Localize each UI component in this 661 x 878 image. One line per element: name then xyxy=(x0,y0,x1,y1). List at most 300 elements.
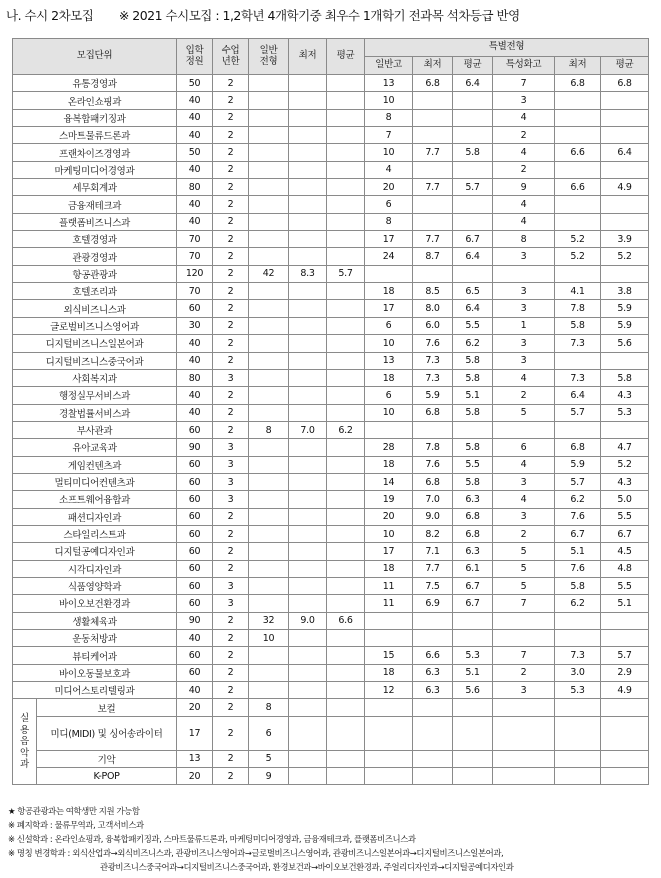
cell-quota: 40 xyxy=(177,213,213,230)
cell-dept: 행정실무서비스과 xyxy=(13,387,177,404)
cell-regular xyxy=(365,421,413,438)
table-row xyxy=(13,768,649,785)
cell-regular-avg xyxy=(453,716,493,750)
cell-quota: 60 xyxy=(177,525,213,542)
cell-general-avg xyxy=(327,248,365,265)
cell-years: 2 xyxy=(213,352,249,369)
cell-regular: 20 xyxy=(365,179,413,196)
cell-years: 2 xyxy=(213,109,249,126)
cell-regular-avg: 5.8 xyxy=(453,352,493,369)
cell-general xyxy=(249,300,289,317)
header-regular-avg: 평균 xyxy=(453,57,493,75)
cell-dept: 바이오보건환경과 xyxy=(13,595,177,612)
cell-dept: 관광경영과 xyxy=(13,248,177,265)
cell-regular: 18 xyxy=(365,664,413,681)
cell-years: 2 xyxy=(213,699,249,716)
cell-general-avg xyxy=(327,456,365,473)
cell-specialized-avg: 4.5 xyxy=(601,543,649,560)
cell-quota: 30 xyxy=(177,317,213,334)
cell-regular: 8 xyxy=(365,109,413,126)
cell-dept: 식품영양학과 xyxy=(13,577,177,594)
cell-dept: 호텔조리과 xyxy=(13,283,177,300)
cell-general-avg: 6.6 xyxy=(327,612,365,629)
cell-quota: 60 xyxy=(177,664,213,681)
cell-specialized xyxy=(493,768,555,785)
cell-specialized: 3 xyxy=(493,473,555,490)
cell-regular-min: 6.6 xyxy=(413,647,453,664)
cell-dept: 스마트물류드론과 xyxy=(13,127,177,144)
cell-specialized-min xyxy=(555,612,601,629)
cell-specialized-avg: 6.7 xyxy=(601,525,649,542)
cell-regular: 20 xyxy=(365,508,413,525)
cell-specialized-min: 7.3 xyxy=(555,647,601,664)
cell-general-avg xyxy=(327,231,365,248)
cell-general-min xyxy=(289,335,327,352)
cell-specialized: 5 xyxy=(493,404,555,421)
table-row xyxy=(13,231,649,248)
cell-years: 2 xyxy=(213,92,249,109)
footnote-renamed-cont: 관광비즈니스중국어과→디지털비즈니스중국어과, 환경보건과→바이오보건환경과, 주얼리디자인과→디지털공예디자인과 xyxy=(100,862,514,872)
music-label-char: 음 xyxy=(20,736,29,748)
table-row xyxy=(13,682,649,699)
cell-years: 2 xyxy=(213,647,249,664)
cell-regular-avg: 6.7 xyxy=(453,595,493,612)
cell-general xyxy=(249,491,289,508)
cell-specialized-min: 6.7 xyxy=(555,525,601,542)
cell-specialized: 2 xyxy=(493,664,555,681)
cell-quota: 70 xyxy=(177,231,213,248)
header-general-min: 최저 xyxy=(289,39,327,75)
cell-general-avg xyxy=(327,109,365,126)
cell-quota: 60 xyxy=(177,456,213,473)
table-row xyxy=(13,577,649,594)
table-row xyxy=(13,664,649,681)
cell-years: 2 xyxy=(213,75,249,92)
cell-specialized: 4 xyxy=(493,369,555,386)
cell-regular-min: 6.8 xyxy=(413,75,453,92)
cell-regular-min xyxy=(413,196,453,213)
cell-quota: 20 xyxy=(177,768,213,785)
cell-general xyxy=(249,179,289,196)
cell-dept: 호텔경영과 xyxy=(13,231,177,248)
cell-years: 2 xyxy=(213,716,249,750)
cell-specialized-min: 6.4 xyxy=(555,387,601,404)
cell-general-avg xyxy=(327,664,365,681)
cell-specialized-min: 5.2 xyxy=(555,248,601,265)
cell-specialized xyxy=(493,716,555,750)
table-row xyxy=(13,630,649,647)
cell-years: 2 xyxy=(213,248,249,265)
cell-specialized-avg xyxy=(601,612,649,629)
cell-regular-avg xyxy=(453,213,493,230)
cell-specialized-avg: 5.7 xyxy=(601,647,649,664)
cell-regular-min: 8.2 xyxy=(413,525,453,542)
cell-specialized-min: 5.1 xyxy=(555,543,601,560)
cell-regular-avg: 5.5 xyxy=(453,317,493,334)
cell-quota: 17 xyxy=(177,716,213,750)
admission-note: ※ 2021 수시모집 : 1,2학년 4개학기중 최우수 1개학기 전과목 석차등급 반영 xyxy=(118,8,520,23)
cell-dept: 디지털비즈니스중국어과 xyxy=(13,352,177,369)
cell-regular-avg xyxy=(453,421,493,438)
cell-general-avg xyxy=(327,577,365,594)
cell-regular: 12 xyxy=(365,682,413,699)
cell-specialized-avg: 5.6 xyxy=(601,335,649,352)
cell-quota: 60 xyxy=(177,595,213,612)
cell-general-min xyxy=(289,699,327,716)
cell-regular-avg: 6.3 xyxy=(453,543,493,560)
cell-regular-avg xyxy=(453,699,493,716)
cell-quota: 20 xyxy=(177,699,213,716)
cell-specialized-min: 5.8 xyxy=(555,577,601,594)
cell-specialized-min: 5.9 xyxy=(555,456,601,473)
cell-specialized-avg: 5.5 xyxy=(601,577,649,594)
cell-dept: 게임컨텐츠과 xyxy=(13,456,177,473)
cell-specialized: 7 xyxy=(493,647,555,664)
cell-years: 2 xyxy=(213,508,249,525)
cell-dept: 보컬 xyxy=(37,699,177,716)
cell-specialized xyxy=(493,612,555,629)
header-specialized-min: 최저 xyxy=(555,57,601,75)
header-specialized-school: 특성화고 xyxy=(493,57,555,75)
cell-specialized-avg: 4.7 xyxy=(601,439,649,456)
cell-regular: 13 xyxy=(365,75,413,92)
cell-regular-min: 6.0 xyxy=(413,317,453,334)
cell-specialized-min: 7.8 xyxy=(555,300,601,317)
cell-general-avg xyxy=(327,127,365,144)
cell-general-avg xyxy=(327,300,365,317)
cell-years: 2 xyxy=(213,213,249,230)
cell-regular: 24 xyxy=(365,248,413,265)
cell-general-avg xyxy=(327,369,365,386)
cell-specialized-min xyxy=(555,161,601,178)
cell-general-min xyxy=(289,369,327,386)
cell-general: 6 xyxy=(249,716,289,750)
cell-specialized: 7 xyxy=(493,595,555,612)
table-row xyxy=(13,127,649,144)
cell-general-avg xyxy=(327,387,365,404)
cell-quota: 60 xyxy=(177,491,213,508)
cell-dept: 부사관과 xyxy=(13,421,177,438)
cell-years: 2 xyxy=(213,283,249,300)
cell-regular-min: 7.6 xyxy=(413,335,453,352)
cell-regular-min xyxy=(413,768,453,785)
cell-specialized-min: 3.0 xyxy=(555,664,601,681)
music-label-char: 과 xyxy=(20,759,29,771)
cell-dept: 생활체육과 xyxy=(13,612,177,629)
table-row xyxy=(13,161,649,178)
cell-regular-min: 7.7 xyxy=(413,231,453,248)
cell-regular-min xyxy=(413,421,453,438)
cell-quota: 60 xyxy=(177,560,213,577)
cell-general xyxy=(249,161,289,178)
cell-regular: 15 xyxy=(365,647,413,664)
cell-general xyxy=(249,577,289,594)
cell-general xyxy=(249,127,289,144)
cell-dept: 시각디자인과 xyxy=(13,560,177,577)
cell-quota: 40 xyxy=(177,196,213,213)
cell-quota: 40 xyxy=(177,404,213,421)
cell-specialized-avg: 5.2 xyxy=(601,456,649,473)
cell-general: 5 xyxy=(249,750,289,767)
cell-specialized-min xyxy=(555,750,601,767)
table-row xyxy=(13,439,649,456)
cell-specialized: 6 xyxy=(493,439,555,456)
cell-quota: 40 xyxy=(177,109,213,126)
cell-regular xyxy=(365,699,413,716)
cell-dept: 경찰법률서비스과 xyxy=(13,404,177,421)
cell-dept: 패션디자인과 xyxy=(13,508,177,525)
cell-regular: 18 xyxy=(365,560,413,577)
cell-general xyxy=(249,196,289,213)
cell-general-min xyxy=(289,750,327,767)
cell-general-min xyxy=(289,387,327,404)
cell-regular: 8 xyxy=(365,213,413,230)
admission-table xyxy=(12,38,649,785)
cell-regular-avg xyxy=(453,750,493,767)
cell-specialized-min xyxy=(555,421,601,438)
cell-general-min xyxy=(289,647,327,664)
cell-regular-min: 7.1 xyxy=(413,543,453,560)
table-row xyxy=(13,109,649,126)
cell-regular-min xyxy=(413,630,453,647)
cell-general xyxy=(249,317,289,334)
cell-general xyxy=(249,283,289,300)
table-row xyxy=(13,595,649,612)
cell-years: 2 xyxy=(213,300,249,317)
cell-regular-min: 7.0 xyxy=(413,491,453,508)
cell-specialized-min: 7.3 xyxy=(555,335,601,352)
cell-years: 2 xyxy=(213,231,249,248)
cell-general: 10 xyxy=(249,630,289,647)
cell-specialized-min: 6.8 xyxy=(555,439,601,456)
cell-regular-min: 8.7 xyxy=(413,248,453,265)
table-row xyxy=(13,283,649,300)
table-row xyxy=(13,335,649,352)
table-row xyxy=(13,265,649,282)
cell-regular: 18 xyxy=(365,283,413,300)
cell-general xyxy=(249,213,289,230)
cell-general-min xyxy=(289,404,327,421)
cell-quota: 60 xyxy=(177,543,213,560)
cell-specialized-min: 5.7 xyxy=(555,404,601,421)
cell-specialized-avg: 4.8 xyxy=(601,560,649,577)
cell-dept: 뷰티케어과 xyxy=(13,647,177,664)
table-row xyxy=(13,196,649,213)
cell-years: 2 xyxy=(213,404,249,421)
cell-general-avg xyxy=(327,335,365,352)
cell-regular-min: 6.8 xyxy=(413,404,453,421)
table-row xyxy=(13,421,649,438)
cell-specialized-min xyxy=(555,352,601,369)
cell-years: 2 xyxy=(213,387,249,404)
cell-years: 2 xyxy=(213,179,249,196)
cell-general-min xyxy=(289,768,327,785)
cell-years: 3 xyxy=(213,491,249,508)
cell-regular: 18 xyxy=(365,369,413,386)
cell-quota: 40 xyxy=(177,352,213,369)
cell-regular-avg xyxy=(453,127,493,144)
cell-years: 2 xyxy=(213,127,249,144)
cell-regular-avg xyxy=(453,109,493,126)
table-row xyxy=(13,144,649,161)
cell-general xyxy=(249,369,289,386)
cell-years: 2 xyxy=(213,612,249,629)
cell-general-avg xyxy=(327,508,365,525)
cell-general-min xyxy=(289,577,327,594)
cell-general-min xyxy=(289,456,327,473)
cell-dept: 온라인쇼핑과 xyxy=(13,92,177,109)
cell-dept: 사회복지과 xyxy=(13,369,177,386)
cell-specialized-avg xyxy=(601,265,649,282)
cell-years: 3 xyxy=(213,595,249,612)
cell-specialized-avg: 5.3 xyxy=(601,404,649,421)
music-label-char: 실 xyxy=(20,713,29,725)
cell-regular-avg: 5.8 xyxy=(453,404,493,421)
cell-regular xyxy=(365,612,413,629)
cell-general-min xyxy=(289,491,327,508)
header-special: 특별전형 xyxy=(365,39,649,57)
cell-general-min: 9.0 xyxy=(289,612,327,629)
cell-general-min xyxy=(289,473,327,490)
cell-regular-avg: 6.4 xyxy=(453,300,493,317)
table-row xyxy=(13,179,649,196)
cell-specialized-avg: 5.8 xyxy=(601,369,649,386)
header-quota: 입학 정원 xyxy=(177,39,213,75)
cell-general-min xyxy=(289,595,327,612)
cell-regular-avg: 6.1 xyxy=(453,560,493,577)
cell-quota: 40 xyxy=(177,630,213,647)
footnote-renamed: ※ 명칭 변경학과 : 외식산업과→외식비즈니스과, 관광비즈니스영어과→글로벌비즈니스영어과, 관광비즈니스일본어과→디지털비즈니스일본어과, xyxy=(8,848,504,858)
cell-general-min xyxy=(289,283,327,300)
cell-years: 2 xyxy=(213,265,249,282)
table-row xyxy=(13,213,649,230)
cell-regular: 10 xyxy=(365,525,413,542)
cell-general-avg xyxy=(327,682,365,699)
cell-specialized: 4 xyxy=(493,109,555,126)
cell-regular: 6 xyxy=(365,317,413,334)
cell-specialized-min: 5.2 xyxy=(555,231,601,248)
cell-specialized: 3 xyxy=(493,92,555,109)
cell-specialized-avg: 3.9 xyxy=(601,231,649,248)
cell-regular-min: 6.3 xyxy=(413,664,453,681)
cell-general-min xyxy=(289,664,327,681)
cell-regular-avg xyxy=(453,161,493,178)
cell-specialized: 4 xyxy=(493,144,555,161)
cell-general-avg xyxy=(327,439,365,456)
cell-general-avg xyxy=(327,75,365,92)
cell-regular-min: 6.8 xyxy=(413,473,453,490)
cell-regular-avg: 6.8 xyxy=(453,525,493,542)
cell-specialized: 1 xyxy=(493,317,555,334)
cell-general xyxy=(249,473,289,490)
table-body xyxy=(13,75,649,785)
table-row xyxy=(13,750,649,767)
cell-quota: 90 xyxy=(177,612,213,629)
header-years: 수업 년한 xyxy=(213,39,249,75)
cell-regular xyxy=(365,768,413,785)
cell-specialized: 2 xyxy=(493,127,555,144)
cell-regular xyxy=(365,630,413,647)
cell-general: 32 xyxy=(249,612,289,629)
cell-regular-avg: 6.2 xyxy=(453,335,493,352)
cell-regular-min: 7.3 xyxy=(413,369,453,386)
cell-specialized-avg: 5.5 xyxy=(601,508,649,525)
cell-general xyxy=(249,560,289,577)
cell-specialized xyxy=(493,421,555,438)
cell-quota: 60 xyxy=(177,647,213,664)
cell-general xyxy=(249,682,289,699)
cell-regular: 17 xyxy=(365,543,413,560)
table-row xyxy=(13,248,649,265)
cell-specialized: 3 xyxy=(493,248,555,265)
cell-general-min xyxy=(289,317,327,334)
cell-years: 3 xyxy=(213,577,249,594)
cell-general-avg xyxy=(327,525,365,542)
cell-specialized-avg xyxy=(601,750,649,767)
cell-specialized-min: 6.2 xyxy=(555,491,601,508)
cell-specialized-avg: 4.9 xyxy=(601,682,649,699)
cell-quota: 60 xyxy=(177,300,213,317)
cell-dept: 플랫폼비즈니스과 xyxy=(13,213,177,230)
table-row xyxy=(13,92,649,109)
cell-general xyxy=(249,144,289,161)
cell-dept: 바이오동물보호과 xyxy=(13,664,177,681)
cell-regular xyxy=(365,716,413,750)
cell-regular-avg xyxy=(453,92,493,109)
cell-years: 3 xyxy=(213,439,249,456)
cell-regular-min xyxy=(413,92,453,109)
cell-general: 9 xyxy=(249,768,289,785)
section-title xyxy=(6,6,656,28)
cell-specialized: 8 xyxy=(493,231,555,248)
cell-regular-min: 6.9 xyxy=(413,595,453,612)
cell-general-avg xyxy=(327,768,365,785)
cell-regular-avg: 5.3 xyxy=(453,647,493,664)
cell-general-min xyxy=(289,630,327,647)
cell-specialized: 2 xyxy=(493,161,555,178)
cell-general-avg xyxy=(327,161,365,178)
cell-regular-avg xyxy=(453,768,493,785)
music-label-char: 용 xyxy=(20,724,29,736)
cell-regular: 6 xyxy=(365,196,413,213)
cell-specialized xyxy=(493,750,555,767)
cell-general: 42 xyxy=(249,265,289,282)
cell-general-min xyxy=(289,92,327,109)
cell-regular-avg xyxy=(453,612,493,629)
cell-specialized-min: 7.6 xyxy=(555,560,601,577)
cell-regular-min: 7.6 xyxy=(413,456,453,473)
cell-general-min xyxy=(289,179,327,196)
cell-quota: 60 xyxy=(177,508,213,525)
cell-specialized-min xyxy=(555,630,601,647)
cell-general-avg xyxy=(327,491,365,508)
cell-general-min xyxy=(289,560,327,577)
cell-regular-avg: 5.6 xyxy=(453,682,493,699)
cell-general-avg xyxy=(327,179,365,196)
cell-specialized-avg: 5.2 xyxy=(601,248,649,265)
cell-specialized-avg: 5.9 xyxy=(601,317,649,334)
cell-regular-min xyxy=(413,161,453,178)
cell-general-avg xyxy=(327,716,365,750)
cell-years: 3 xyxy=(213,369,249,386)
table-row xyxy=(13,473,649,490)
cell-specialized-avg: 2.9 xyxy=(601,664,649,681)
cell-specialized: 2 xyxy=(493,525,555,542)
cell-years: 2 xyxy=(213,144,249,161)
cell-quota: 70 xyxy=(177,248,213,265)
cell-dept: 항공관광과 xyxy=(13,265,177,282)
cell-specialized: 2 xyxy=(493,387,555,404)
